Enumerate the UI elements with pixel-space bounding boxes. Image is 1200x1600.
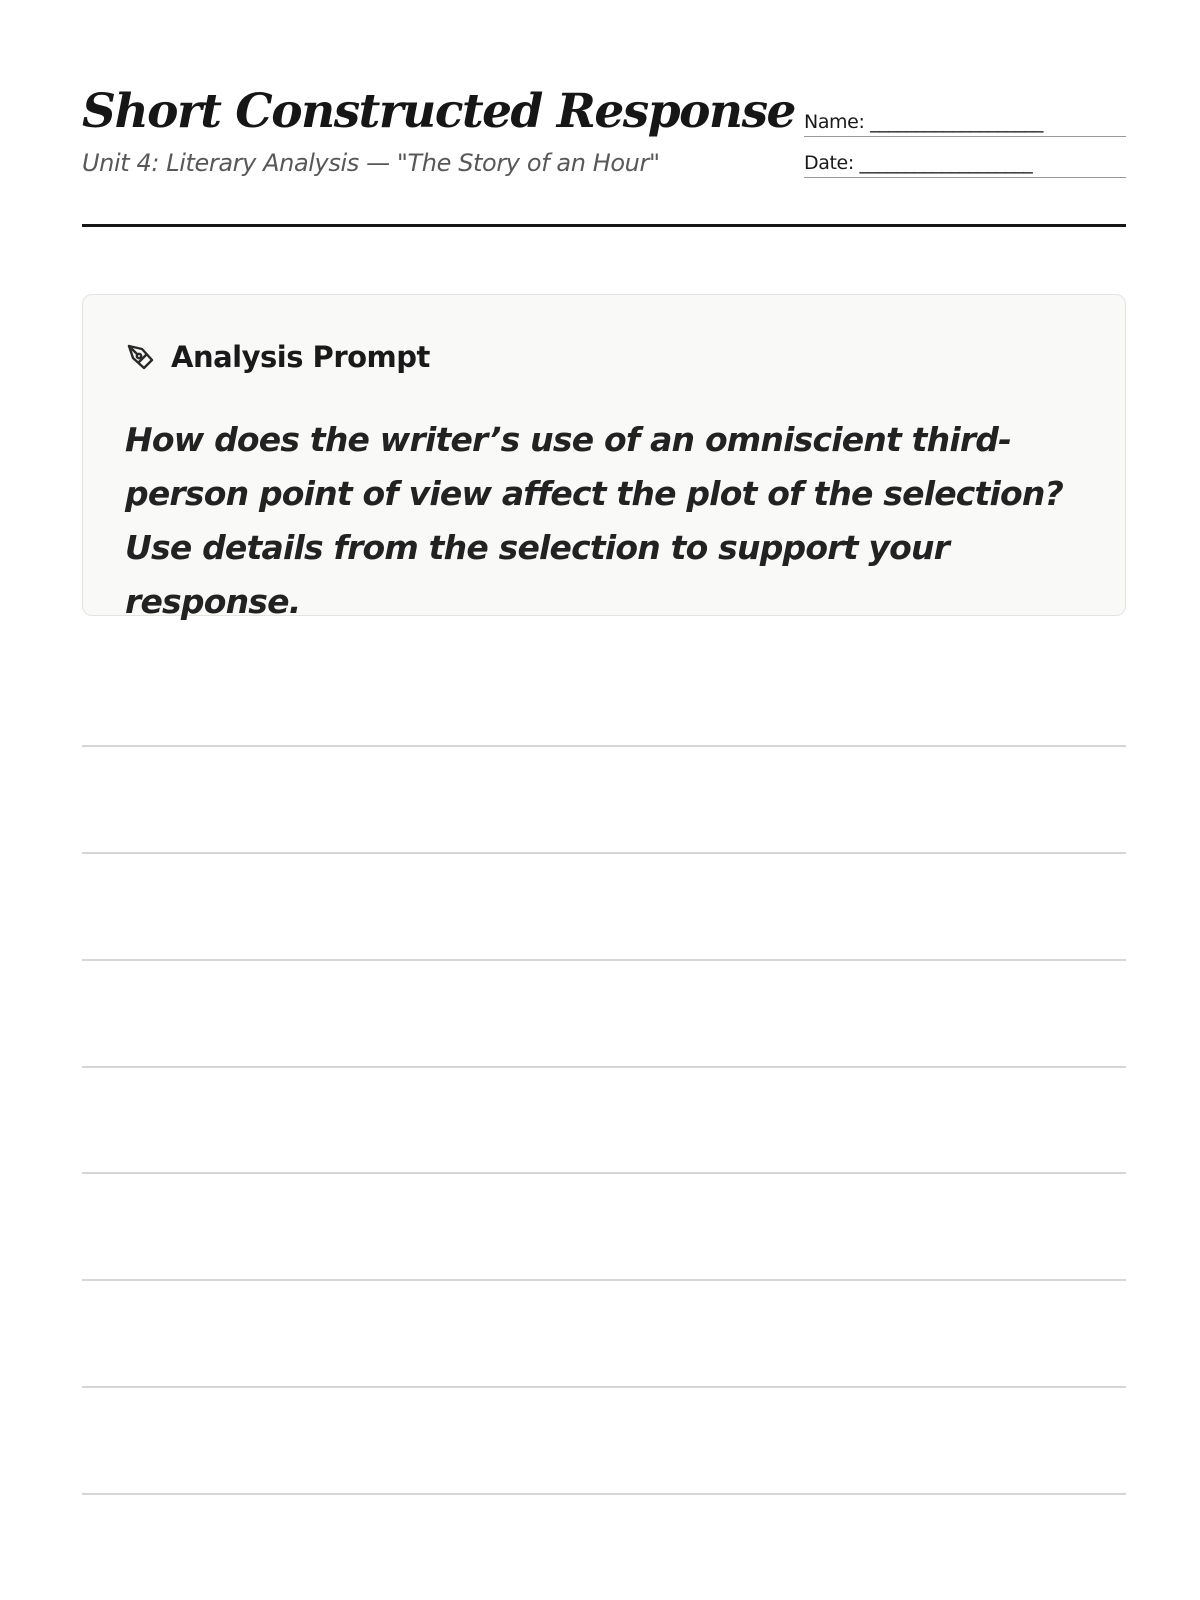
name-label: Name: ___________________ xyxy=(804,111,1043,133)
response-line[interactable] xyxy=(82,1386,1126,1388)
response-area[interactable] xyxy=(82,0,1126,1600)
response-line[interactable] xyxy=(82,1172,1126,1174)
response-line[interactable] xyxy=(82,959,1126,961)
worksheet-subtitle: Unit 4: Literary Analysis — "The Story of an Hour" xyxy=(82,149,660,177)
response-line[interactable] xyxy=(82,745,1126,747)
response-line[interactable] xyxy=(82,852,1126,854)
prompt-heading-label: Analysis Prompt xyxy=(171,340,430,374)
response-line[interactable] xyxy=(82,1279,1126,1281)
date-label: Date: ___________________ xyxy=(804,152,1033,174)
prompt-text: How does the writer’s use of an omniscient third-person point of view affect the plot of the selection? Use details from the selection to support your response. xyxy=(125,420,1063,621)
worksheet-page xyxy=(82,0,1126,1600)
response-line[interactable] xyxy=(82,1493,1126,1495)
response-line[interactable] xyxy=(82,1066,1126,1068)
worksheet-title: Short Constructed Response xyxy=(82,84,795,139)
